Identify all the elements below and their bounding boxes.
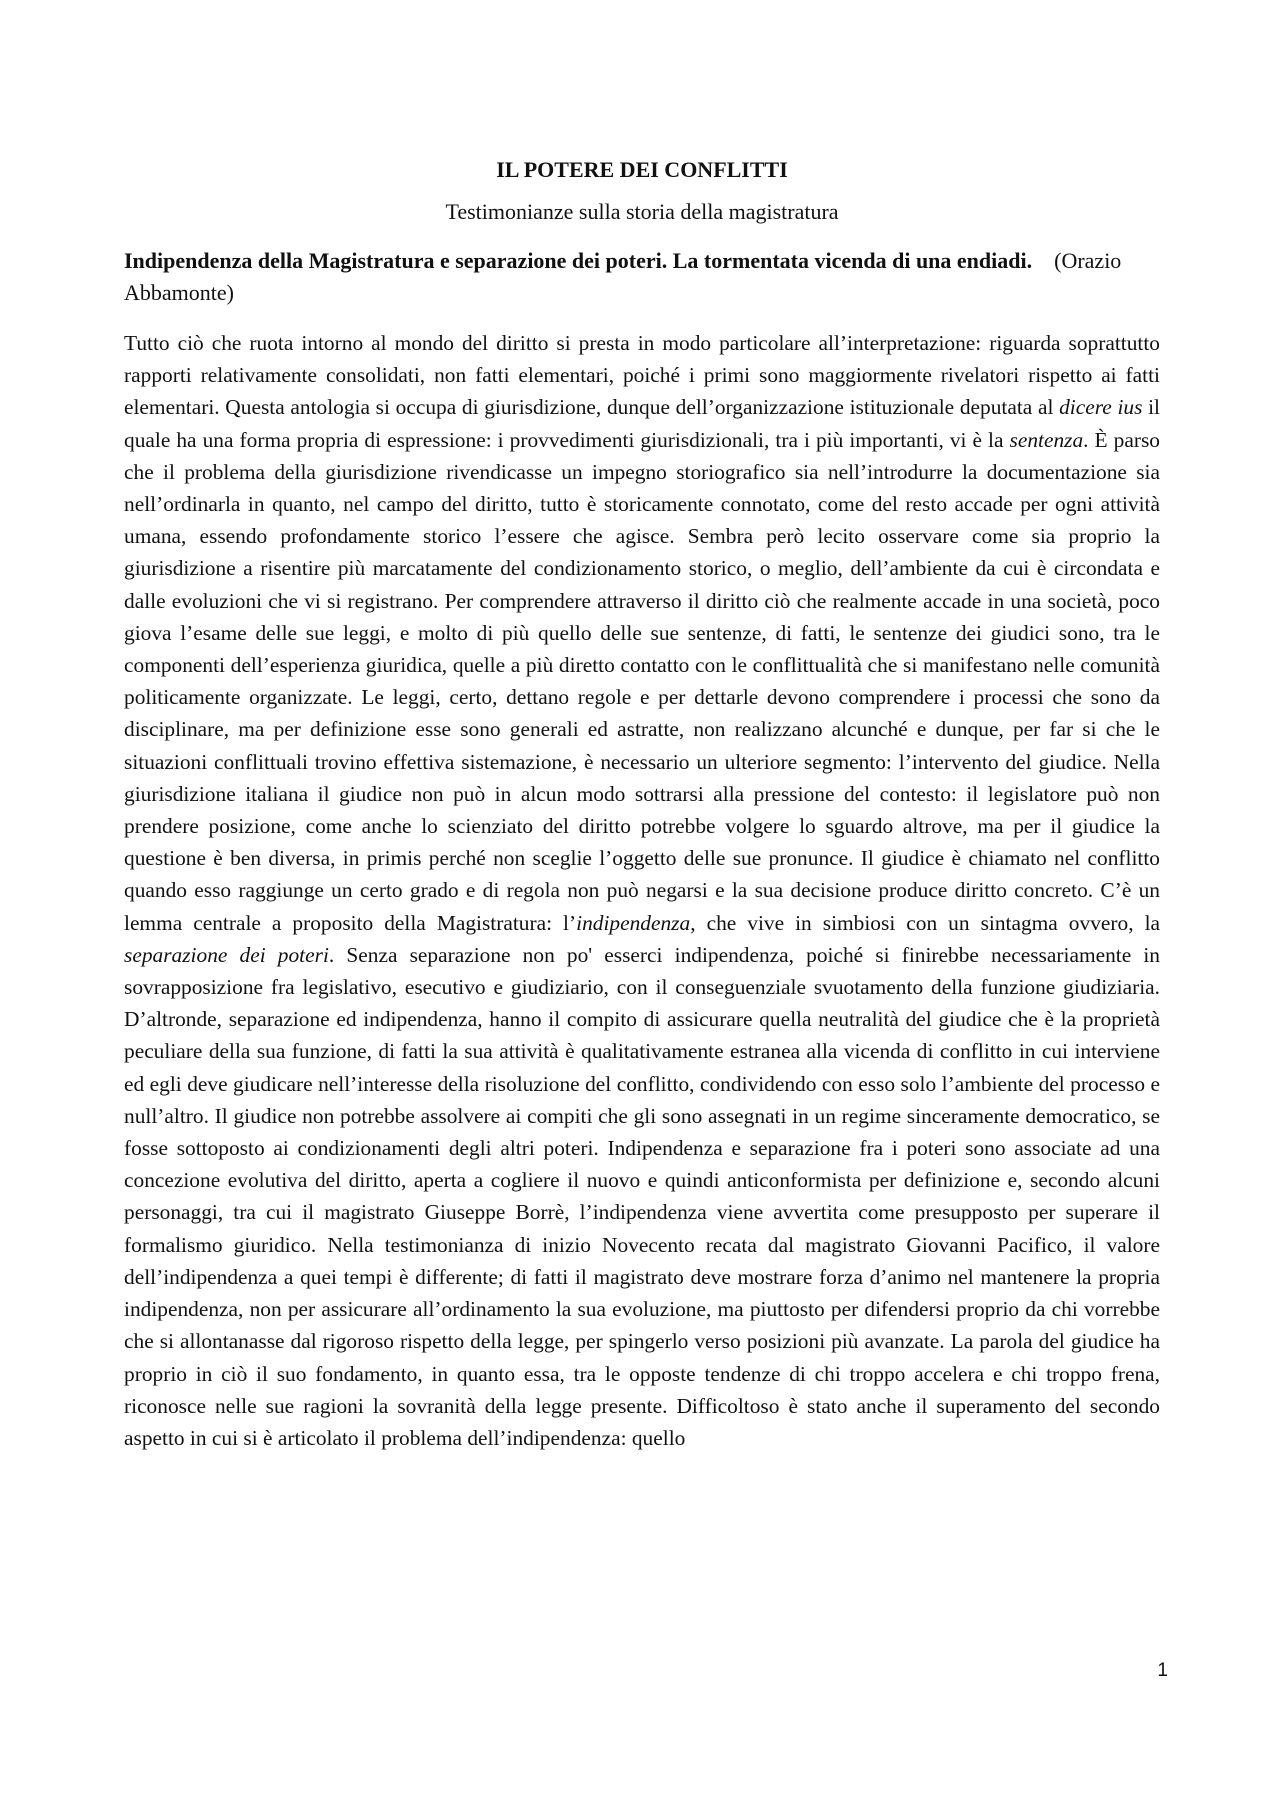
body-text-segment: . È parso che il problema della giurisdizione rivendicasse un impegno storiografico sia nell’introdurre la documentazione sia nell’ordinarla in quanto, nel campo del diritto, tutto è storicamente connotato, come del resto accade per ogni attività umana, essendo profondamente storico l’essere che agisce. Sembra però lecito osservare come sia proprio la giurisdizione a risentire più marcatamente del condizionamento storico, o meglio, dell’ambiente da cui è circondata e dalle evoluzioni che vi si registrano. Per comprendere attraverso il diritto ciò che realmente accade in una società, poco giova l’esame delle sue leggi, e molto di più quello delle sue sentenze, di fatti, le sentenze dei giudici sono, tra le componenti dell’esperienza giuridica, quelle a più diretto contatto con le conflittualità che si manifestano nelle comunità politicamente organizzate. Le leggi, certo, dettano regole e per dettarle devono comprendere i processi che sono da disciplinare, ma per definizione esse sono generali ed astratte, non realizzano alcunché e dunque, per far si che le situazioni conflittuali trovino effettiva sistemazione, è necessario un ulteriore segmento: l’intervento del giudice. Nella giurisdizione italiana il giudice non può in alcun modo sottrarsi alla pressione del contesto: il legislatore può non prendere posizione, come anche lo scienziato del diritto potrebbe volgere lo sguardo altrove, ma per il giudice la questione è ben diversa, in primis perché non sceglie l’oggetto delle sue pronunce. Il giudice è chiamato nel conflitto quando esso raggiunge un certo grado e di regola non può negarsi e la sua decisione produce diritto concreto. C’è un lemma centrale a proposito della Magistratura: l’ [124,427,1160,935]
document-subtitle: Testimonianze sulla storia della magistratura [445,199,839,224]
section-heading-author: (Orazio Abbamonte) [124,248,1122,305]
body-italic-separazione-dei-poteri: separazione dei poteri [124,942,329,967]
section-heading [124,245,1160,309]
body-italic-dicere-ius: dicere ius [1059,395,1143,420]
page-content [124,155,1160,1454]
body-text-segment: il quale ha una forma propria di espressione: i provvedimenti giurisdizionali, tra i più importanti, vi è la [124,395,1161,452]
body-italic-indipendenza: indipendenza [576,910,691,935]
body-text-segment: . Senza separazione non po' esserci indipendenza, poiché si finirebbe necessariamente in sovrapposizione fra legislativo, esecutivo e giudiziario, con il conseguenziale svuotamento della funzione giudiziaria. D’altronde, separazione ed indipendenza, hanno il compito di assicurare quella neutralità del giudice che è la proprietà peculiare della sua funzione, di fatti la sua attività è qualitativamente estranea alla vicenda di conflitto in cui interviene ed egli deve giudicare nell’interesse della risoluzione del conflitto, condividendo con esso solo l’ambiente del processo e null’altro. Il giudice non potrebbe assolvere ai compiti che gli sono assegnati in un regime sinceramente democratico, se fosse sottoposto ai condizionamenti degli altri poteri. Indipendenza e separazione fra i poteri sono associate ad una concezione evolutiva del diritto, aperta a cogliere il nuovo e quindi anticonformista per definizione e, secondo alcuni personaggi, tra cui il magistrato Giuseppe Borrè, l’indipendenza viene avvertita come presupposto per superare il formalismo giuridico. Nella testimonianza di inizio Novecento recata dal magistrato Giovanni Pacifico, il valore dell’indipendenza a quei tempi è differente; di fatti il magistrato deve mostrare forza d’animo nel mantenere la propria indipendenza, non per assicurare all’ordinamento la sua evoluzione, ma piuttosto per difendersi proprio da chi vorrebbe che si allontanasse dal rigoroso rispetto della legge, per spingerlo verso posizioni più avanzate. La parola del giudice ha proprio in ciò il suo fondamento, in quanto essa, tra le opposte tendenze di chi troppo accelera e chi troppo frena, riconosce nelle sue ragioni la sovranità della legge presente. Difficoltoso è stato anche il superamento del secondo aspetto in cui si è articolato il problema dell’indipendenza: quello [124,942,1160,1450]
body-text-segment: , che vive in simbiosi con un sintagma ovvero, la [690,910,1161,935]
document-title: IL POTERE DEI CONFLITTI [496,157,788,182]
body-text-segment: Tutto ciò che ruota intorno al mondo del diritto si presta in modo particolare all’interpretazione: riguarda soprattutto rapporti relativamente consolidati, non fatti elementari, poiché i primi sono maggiormente rivelatori rispetto ai fatti elementari. Questa antologia si occupa di giurisdizione, dunque dell’organizzazione istituzionale deputata al [124,331,1160,420]
body-italic-sentenza: sentenza [1009,427,1084,452]
section-heading-title: Indipendenza della Magistratura e separazione dei poteri. La tormentata vicenda di una endiadi. [124,248,1033,273]
body-paragraph [124,327,1160,1454]
page-number: 1 [1157,1660,1168,1681]
